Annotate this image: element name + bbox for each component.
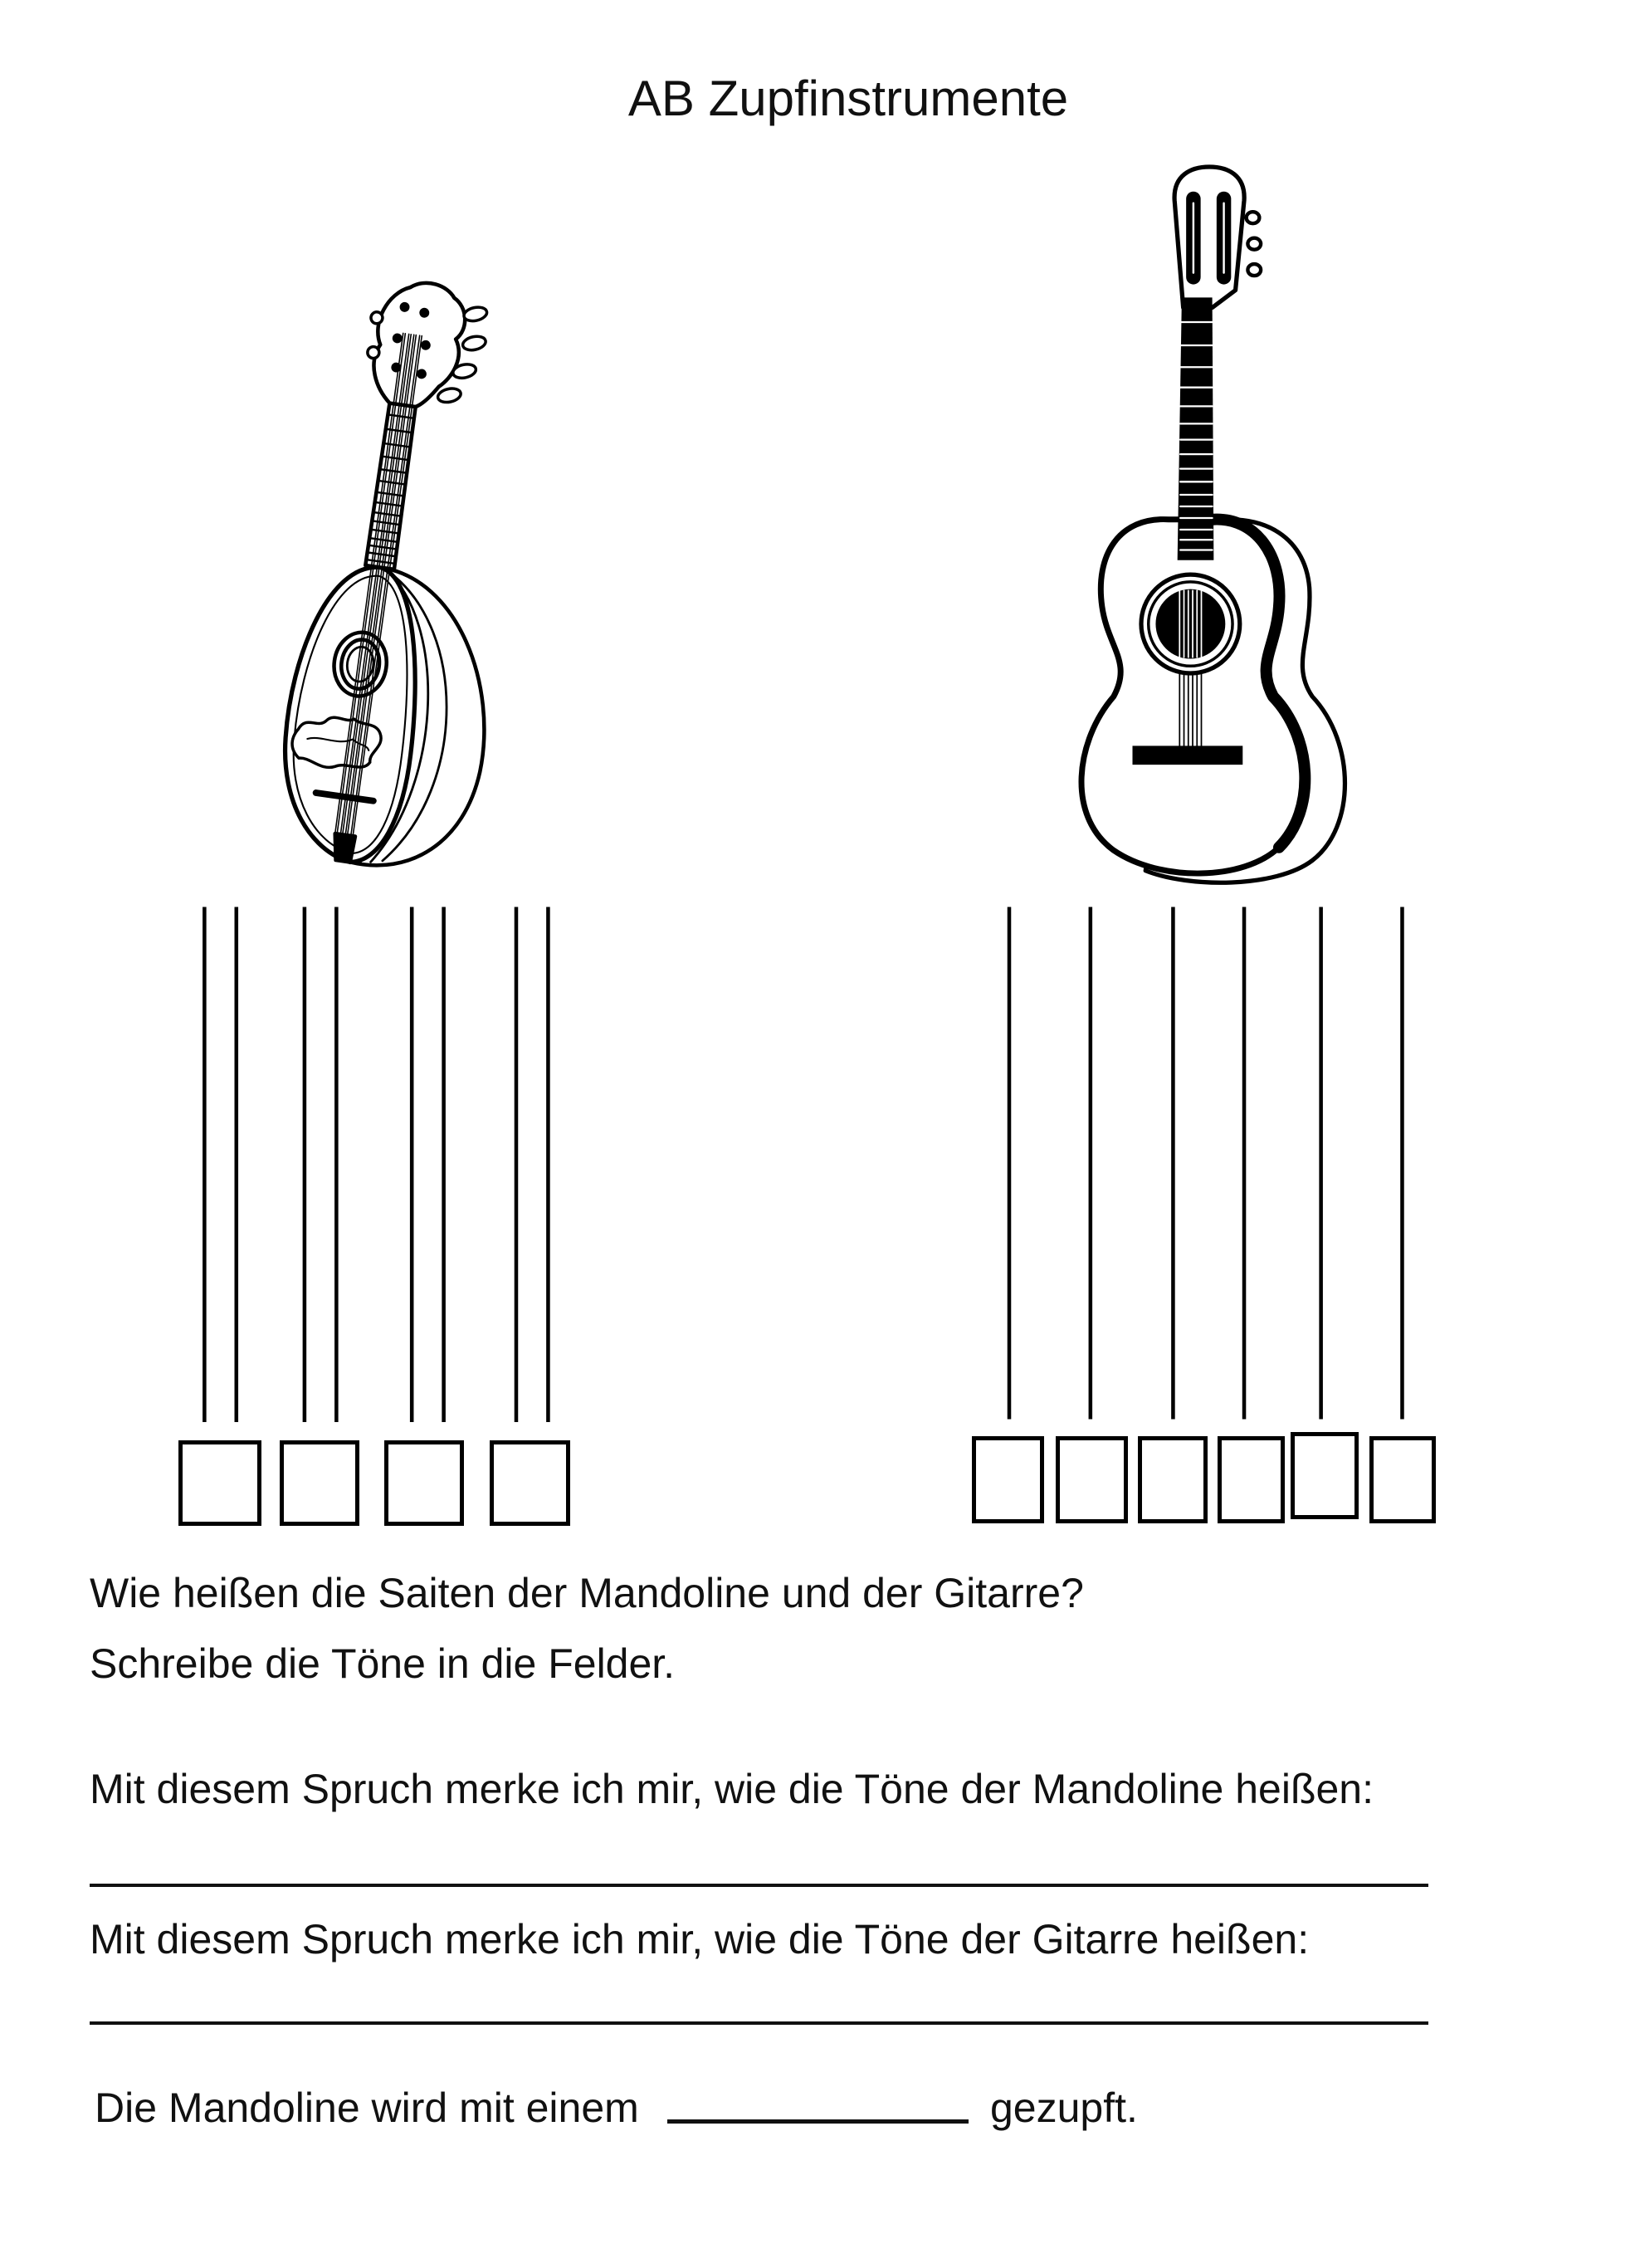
- mandolin-peg: [461, 335, 487, 352]
- instruction-question: Wie heißen die Saiten der Mandoline und der Gitarre?: [90, 1570, 1084, 1616]
- guitar-neck: [1178, 297, 1214, 560]
- mandolin-mnemonic-prompt: Mit diesem Spruch merke ich mir, wie die Töne der Mandoline heißen:: [90, 1766, 1374, 1812]
- pluck-sentence-end: gezupft.: [990, 2085, 1138, 2131]
- guitar-bridge: [1133, 745, 1243, 765]
- guitar-note-field-2[interactable]: [1056, 1436, 1128, 1523]
- mandolin-string-lines: [204, 907, 548, 1422]
- guitar-mnemonic-prompt: Mit diesem Spruch merke ich mir, wie die Töne der Gitarre heißen:: [90, 1916, 1310, 1963]
- guitar-peg: [1247, 238, 1261, 250]
- guitar-hole: [1155, 589, 1225, 659]
- guitar-note-field-1[interactable]: [972, 1436, 1044, 1523]
- mandolin-mnemonic-answer-line[interactable]: [90, 1884, 1428, 1887]
- mandolin-note-field-1[interactable]: [178, 1440, 261, 1526]
- guitar-peg: [1247, 264, 1261, 276]
- mandolin-tuner-post: [393, 335, 401, 342]
- mandolin-note-field-4[interactable]: [490, 1440, 570, 1526]
- mandolin-note-field-2[interactable]: [280, 1440, 359, 1526]
- mandolin-tuner-post: [422, 341, 429, 349]
- guitar-soundhole: [1141, 574, 1240, 673]
- guitar-note-field-3[interactable]: [1138, 1436, 1208, 1523]
- guitar-note-field-4[interactable]: [1218, 1436, 1285, 1523]
- mandolin-illustration: [269, 272, 547, 879]
- guitar-headstock: [1174, 167, 1244, 308]
- guitar-peg: [1247, 212, 1260, 223]
- guitar-mnemonic-answer-line[interactable]: [90, 2021, 1428, 2025]
- mandolin-tailpiece: [331, 833, 355, 863]
- mandolin-tuner-post: [401, 303, 408, 310]
- mandolin-note-field-3[interactable]: [384, 1440, 464, 1526]
- mandolin-peg-left: [370, 311, 383, 325]
- page-title: AB Zupfinstrumente: [627, 71, 1069, 126]
- mandolin-tuner-post: [421, 309, 428, 316]
- mandolin-tuner-post: [417, 370, 425, 378]
- guitar-illustration: [1081, 167, 1345, 882]
- guitar-note-field-6[interactable]: [1369, 1436, 1436, 1523]
- mandolin-peg: [462, 305, 488, 323]
- guitar-string-lines: [1009, 907, 1402, 1419]
- pluck-sentence-start: Die Mandoline wird mit einem: [95, 2085, 639, 2131]
- instruction-task: Schreibe die Töne in die Felder.: [90, 1640, 676, 1687]
- guitar-note-field-5[interactable]: [1291, 1432, 1359, 1519]
- pluck-sentence-blank[interactable]: [667, 2119, 969, 2124]
- mandolin-peg: [437, 387, 462, 404]
- mandolin-peg-left: [367, 346, 380, 359]
- guitar-tuning-pegs: [1247, 212, 1261, 276]
